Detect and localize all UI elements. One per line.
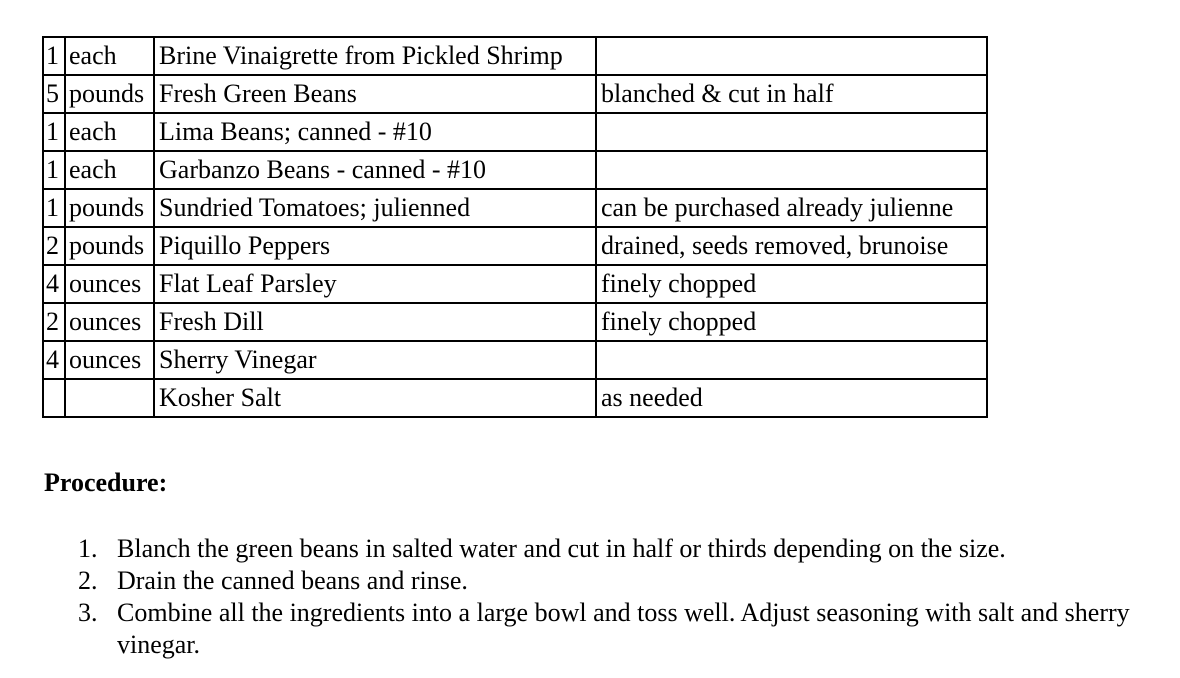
- ingredient-note: [596, 341, 987, 379]
- ingredient-name: Kosher Salt: [154, 379, 596, 417]
- ingredient-name: Fresh Green Beans: [154, 75, 596, 113]
- ingredient-note: blanched & cut in half: [596, 75, 987, 113]
- table-row: [43, 227, 987, 265]
- table-row: [43, 341, 987, 379]
- ingredient-quantity: 5: [43, 75, 65, 113]
- ingredient-unit: ounces: [65, 303, 154, 341]
- ingredient-unit: ounces: [65, 341, 154, 379]
- ingredient-name: Piquillo Peppers: [154, 227, 596, 265]
- ingredient-unit: each: [65, 113, 154, 151]
- table-row: [43, 37, 987, 75]
- step-number: 1.: [78, 534, 98, 563]
- ingredient-name: Fresh Dill: [154, 303, 596, 341]
- step-text: Drain the canned beans and rinse.: [117, 566, 468, 595]
- table-row: [43, 151, 987, 189]
- ingredient-note: as needed: [596, 379, 987, 417]
- ingredient-unit: [65, 379, 154, 417]
- ingredient-quantity: 2: [43, 303, 65, 341]
- ingredient-name: Garbanzo Beans - canned - #10: [154, 151, 596, 189]
- ingredient-quantity: 4: [43, 341, 65, 379]
- ingredient-note: finely chopped: [596, 303, 987, 341]
- ingredient-unit: each: [65, 37, 154, 75]
- ingredient-quantity: 1: [43, 151, 65, 189]
- ingredient-quantity: 1: [43, 37, 65, 75]
- ingredient-note: drained, seeds removed, brunoise: [596, 227, 987, 265]
- step-number: 2.: [78, 566, 98, 595]
- ingredient-quantity: [43, 379, 65, 417]
- table-row: [43, 189, 987, 227]
- step-number: 3.: [78, 598, 98, 627]
- ingredient-unit: pounds: [65, 227, 154, 265]
- ingredients-table-body: [43, 37, 987, 417]
- ingredient-note: [596, 113, 987, 151]
- ingredient-quantity: 2: [43, 227, 65, 265]
- table-row: [43, 113, 987, 151]
- ingredient-name: Flat Leaf Parsley: [154, 265, 596, 303]
- list-item: [78, 565, 1138, 597]
- ingredient-quantity: 1: [43, 189, 65, 227]
- ingredient-quantity: 4: [43, 265, 65, 303]
- step-text: Blanch the green beans in salted water and cut in half or thirds depending on the size.: [117, 534, 1006, 563]
- ingredients-table: [42, 36, 988, 418]
- step-text: Combine all the ingredients into a large bowl and toss well. Adjust seasoning with salt and sherry vinegar.: [117, 598, 1130, 659]
- ingredient-name: Lima Beans; canned - #10: [154, 113, 596, 151]
- ingredient-quantity: 1: [43, 113, 65, 151]
- ingredient-unit: ounces: [65, 265, 154, 303]
- table-row: [43, 379, 987, 417]
- ingredient-note: finely chopped: [596, 265, 987, 303]
- ingredient-unit: each: [65, 151, 154, 189]
- ingredient-name: Sherry Vinegar: [154, 341, 596, 379]
- table-row: [43, 265, 987, 303]
- procedure-heading: Procedure:: [44, 468, 168, 497]
- ingredient-note: can be purchased already julienne: [596, 189, 987, 227]
- procedure-steps: [78, 533, 1138, 661]
- ingredient-name: Sundried Tomatoes; julienned: [154, 189, 596, 227]
- ingredient-note: [596, 37, 987, 75]
- ingredient-note: [596, 151, 987, 189]
- ingredient-unit: pounds: [65, 75, 154, 113]
- list-item: [78, 597, 1138, 661]
- ingredient-unit: pounds: [65, 189, 154, 227]
- table-row: [43, 75, 987, 113]
- list-item: [78, 533, 1138, 565]
- table-row: [43, 303, 987, 341]
- ingredient-name: Brine Vinaigrette from Pickled Shrimp: [154, 37, 596, 75]
